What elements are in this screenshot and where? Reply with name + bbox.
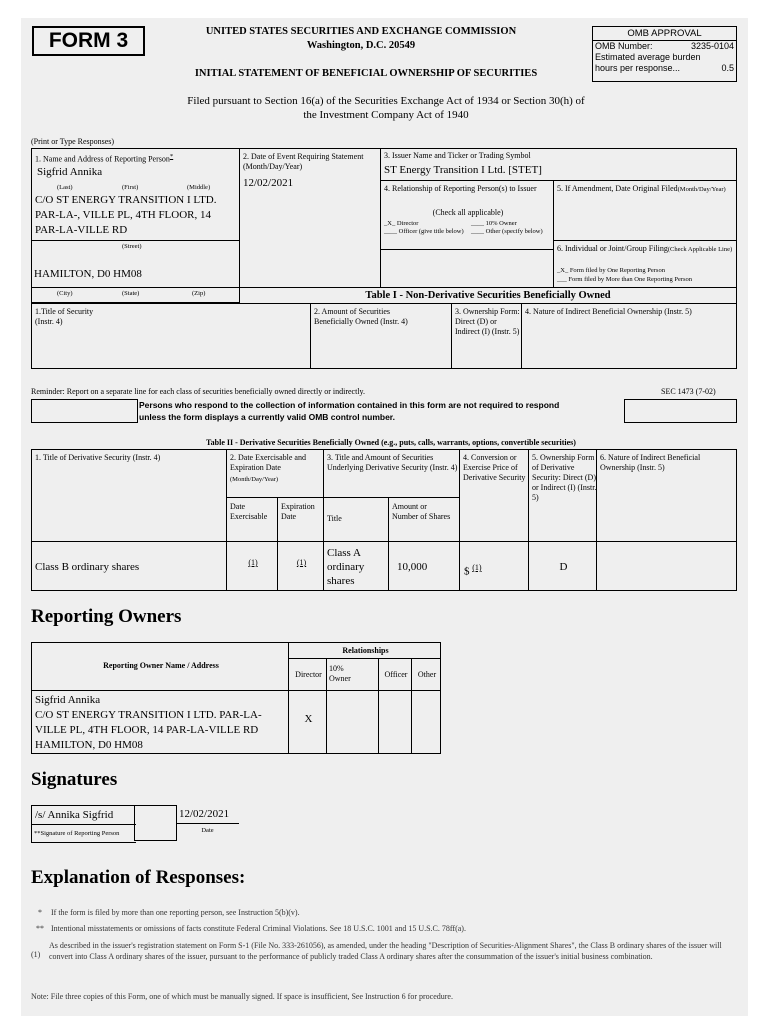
explanation-note: Note: File three copies of this Form, one of which must be manually signed. If space is insufficient, See Instruction 6 for procedure.	[31, 992, 453, 1001]
form-title: INITIAL STATEMENT OF BENEFICIAL OWNERSHIP OF SECURITIES	[194, 68, 538, 79]
owner-line-1: Sigfrid Annika	[35, 694, 101, 706]
table2-col2	[226, 449, 324, 498]
table1-col4-label: 4. Nature of Indirect Beneficial Ownership (Instr. 5)	[525, 307, 692, 316]
row-nature-cell	[596, 541, 737, 591]
table2-col2a-label: Date Exercisable	[230, 502, 268, 521]
table2-col4-label: 4. Conversion or Exercise Price of Derivative Security	[463, 453, 526, 482]
form-page	[21, 18, 748, 1016]
agency-name: UNITED STATES SECURITIES AND EXCHANGE COMMISSION	[205, 26, 517, 37]
box1-label: 1. Name and Address of Reporting Person	[35, 154, 170, 164]
table1-col3-label: 3. Ownership Form: Direct (D) or Indirect (I) (Instr. 5)	[455, 307, 520, 336]
box3-label: 3. Issuer Name and Ticker or Trading Symbol	[384, 151, 531, 160]
street-label: (Street)	[122, 243, 142, 250]
explanation-marker-3: (1)	[31, 950, 41, 959]
table2-col5-label: 5. Ownership Form of Derivative Security: Direct (D) or Indirect (I) (Instr. 5)	[532, 453, 597, 502]
date-exercisable-footnote[interactable]: (1)	[248, 558, 258, 567]
event-date-value: 12/02/2021	[243, 177, 294, 189]
explanation-marker-2: **	[36, 924, 44, 933]
other-header-cell	[411, 658, 441, 691]
city-state-zip: HAMILTON, D0 HM08	[34, 268, 142, 280]
box5-label: 5. If Amendment, Date Original Filed	[557, 184, 678, 193]
table2-col2b-label: Expiration Date	[281, 502, 315, 521]
table1-col4	[521, 303, 737, 369]
explanation-text-1: If the form is filed by more than one reporting person, see Instruction 5(b)(v).	[51, 908, 300, 917]
table1-col2	[310, 303, 452, 369]
officer-header-cell	[378, 658, 412, 691]
hours-row	[593, 63, 736, 74]
table2-col3b	[388, 497, 460, 542]
row-price-cell	[459, 541, 529, 591]
table1-title: Table I - Non-Derivative Securities Beneficially Owned	[239, 287, 737, 304]
state-label: (State)	[122, 290, 140, 297]
owner-line-2: C/O ST ENERGY TRANSITION I LTD. PAR-LA-	[35, 709, 262, 721]
omb-number: 3235-0104	[690, 41, 734, 51]
box6-check: (Check Applicable Line)	[667, 246, 733, 253]
table1-col1	[31, 303, 311, 369]
box6-filing	[553, 240, 737, 288]
reporting-person-name: Sigfrid Annika	[37, 166, 103, 178]
table1-col1-label: 1.Title of Security (Instr. 4)	[35, 307, 94, 326]
more-person-option[interactable]: ___ Form filed by More than One Reporting Person	[557, 276, 693, 283]
explanation-item-2	[31, 924, 731, 934]
owner-other-cell	[411, 690, 441, 754]
date-block	[176, 805, 239, 841]
underlying-amount: 10,000	[397, 561, 428, 573]
address-line-1: C/O ST ENERGY TRANSITION I LTD.	[35, 194, 217, 206]
row-title-cell	[31, 541, 227, 591]
owner-director-cell	[288, 690, 327, 754]
table2-col1-label: 1. Title of Derivative Security (Instr. 4)	[35, 453, 161, 462]
table2-col3a-label: Title	[327, 514, 342, 523]
box2-event-date	[239, 148, 381, 288]
table2-col3-label: 3. Title and Amount of Securities Underlying Derivative Security (Instr. 4)	[327, 453, 458, 472]
owners-name-header-cell	[31, 642, 289, 691]
box5-amendment	[553, 180, 737, 241]
table2-col3b-label: Amount or Number of Shares	[392, 502, 451, 521]
city-label: (City)	[57, 290, 73, 297]
relationships-header-cell	[288, 642, 441, 659]
box4-relationship	[380, 180, 554, 250]
expiration-footnote[interactable]: (1)	[296, 558, 307, 567]
box6-label-row	[557, 244, 735, 254]
owner-row-name-cell	[31, 690, 289, 754]
box5-label-row	[557, 184, 735, 194]
table1-col3	[451, 303, 522, 369]
explanation-item-3	[31, 940, 731, 962]
row-ownership-cell	[528, 541, 597, 591]
box1-label-row	[35, 152, 173, 165]
table1-col2-label: 2. Amount of Securities Beneficially Owned (Instr. 4)	[314, 307, 408, 326]
signature-spacer	[134, 805, 177, 841]
table2-col6	[596, 449, 737, 542]
box1-city-row	[31, 287, 240, 303]
signature-block	[31, 805, 136, 843]
form-label: FORM 3	[48, 29, 129, 52]
box3-issuer	[380, 148, 737, 181]
ten-pct-header: 10% Owner	[329, 664, 351, 683]
owner-ten-pct-cell	[326, 690, 379, 754]
omb-approval-box	[592, 26, 737, 82]
price-row	[464, 561, 482, 579]
omb-number-label: OMB Number:	[595, 41, 653, 51]
other-checkbox[interactable]: ____ Other (specify below)	[471, 228, 543, 235]
hours-label: hours per response...	[595, 63, 681, 73]
ten-pct-header-cell	[326, 658, 379, 691]
notice-line1: Persons who respond to the collection of information contained in this form are not required to respond	[139, 400, 560, 410]
sec-number: SEC 1473 (7-02)	[661, 387, 716, 396]
signature-label-marker: **	[34, 830, 41, 837]
signature-date: 12/02/2021	[179, 808, 230, 820]
row-amount-cell	[388, 541, 460, 591]
last-label: (Last)	[57, 184, 73, 191]
zip-label: (Zip)	[192, 290, 206, 297]
row-expiration-cell	[277, 541, 324, 591]
director-header-cell	[288, 658, 327, 691]
ten-pct-checkbox[interactable]: ____ 10% Owner	[471, 220, 517, 227]
table2-col4	[459, 449, 529, 542]
signature-label-row	[34, 830, 119, 838]
explanation-text-3: As described in the issuer's registration statement on Form S-1 (File No. 333-261056), as amended, under the heading "Description of Securities-Alignment Shares", the Class B ordinary shares of the issuer will convert into Class A ordinary shares of the issuer, pursuant to the performance of publicly traded Class A ordinary shares after the consummation of the issuer's initial business combination.	[49, 941, 722, 961]
middle-label: (Middle)	[187, 184, 211, 191]
explanation-marker-1: *	[38, 908, 42, 917]
table2-col2b	[277, 497, 324, 542]
signatures-heading: Signatures	[31, 769, 118, 790]
owners-name-header: Reporting Owner Name / Address	[103, 661, 219, 670]
ownership-value: D	[559, 561, 568, 573]
table2-col5	[528, 449, 597, 542]
table2-col6-label: 6. Nature of Indirect Beneficial Ownership (Instr. 5)	[600, 453, 701, 472]
table2-col2-label: 2. Date Exercisable and Expiration Date	[230, 453, 306, 472]
row-underlying-title-cell	[323, 541, 389, 591]
explanation-text-2: Intentional misstatements or omissions of facts constitute Federal Criminal Violations. See 18 U.S.C. 1001 and 15 U.S.C. 78ff(a).	[51, 924, 466, 933]
agency-location: Washington, D.C. 20549	[306, 40, 416, 51]
filed-pursuant-line1: Filed pursuant to Section 16(a) of the Securities Exchange Act of 1934 or Section 30(h) of	[187, 95, 585, 107]
owner-director-mark: X	[304, 713, 313, 725]
derivative-title: Class B ordinary shares	[35, 561, 140, 573]
director-header: Director	[295, 670, 322, 679]
price-symbol: $	[464, 565, 470, 578]
omb-heading: OMB APPROVAL	[593, 27, 736, 41]
officer-header: Officer	[384, 670, 408, 679]
signature-label: Signature of Reporting Person	[40, 830, 120, 837]
explanation-heading: Explanation of Responses:	[31, 867, 246, 888]
notice-left-box	[31, 399, 138, 423]
table2-title: Table II - Derivative Securities Beneficially Owned (e.g., puts, calls, warrants, options, convertible securities)	[206, 438, 576, 447]
date-line	[176, 823, 239, 824]
check-all-label: (Check all applicable)	[432, 208, 504, 217]
explanation-item-1	[31, 908, 731, 918]
relationships-header: Relationships	[342, 646, 389, 655]
hours-value: 0.5	[721, 63, 734, 73]
address-line-3: PAR-LA-VILLE RD	[35, 224, 128, 236]
signature-line	[32, 824, 136, 825]
table2-col3	[323, 449, 460, 498]
table2-col1	[31, 449, 227, 542]
box1-footnote[interactable]: *	[169, 153, 174, 160]
issuer-name: ST Energy Transition I Ltd. [STET]	[384, 164, 542, 176]
box6-label: 6. Individual or Joint/Group Filing	[557, 244, 668, 253]
owner-line-4: HAMILTON, D0 HM08	[35, 739, 143, 751]
print-note: (Print or Type Responses)	[31, 137, 115, 146]
one-person-option[interactable]: _X_ Form filed by One Reporting Person	[557, 267, 665, 274]
first-label: (First)	[122, 184, 139, 191]
date-label: Date	[201, 827, 214, 834]
signature-value: /s/ Annika Sigfrid	[35, 809, 114, 821]
box5-sub: (Month/Day/Year)	[677, 186, 726, 193]
notice-right-box	[624, 399, 737, 423]
box4-label: 4. Relationship of Reporting Person(s) to Issuer	[384, 184, 537, 193]
director-checkbox[interactable]: _X_ Director	[384, 220, 419, 227]
other-header: Other	[417, 670, 437, 679]
notice-line2: unless the form displays a currently valid OMB control number.	[139, 412, 396, 422]
table2-col3a	[323, 497, 389, 542]
omb-number-row	[593, 41, 736, 52]
reporting-owners-heading: Reporting Owners	[31, 606, 182, 627]
price-footnote[interactable]: (1)	[472, 563, 482, 572]
burden-label: Estimated average burden	[595, 52, 701, 62]
reminder-text: Reminder: Report on a separate line for each class of securities beneficially owned directly or indirectly.	[31, 387, 366, 396]
owner-officer-cell	[378, 690, 412, 754]
table2-col2a	[226, 497, 278, 542]
table2-col2-sub: (Month/Day/Year)	[230, 476, 279, 483]
row-date-exercisable-cell	[226, 541, 278, 591]
box2-label: 2. Date of Event Requiring Statement (Month/Day/Year)	[243, 152, 364, 171]
underlying-title: Class A ordinary shares	[327, 547, 365, 587]
form-label-box	[32, 26, 145, 56]
address-line-2: PAR-LA-, VILLE PL, 4TH FLOOR, 14	[35, 209, 212, 221]
owner-line-3: VILLE PL, 4TH FLOOR, 14 PAR-LA-VILLE RD	[35, 724, 259, 736]
officer-checkbox[interactable]: ____ Officer (give title below)	[384, 228, 464, 235]
filed-pursuant-line2: the Investment Company Act of 1940	[303, 109, 469, 121]
